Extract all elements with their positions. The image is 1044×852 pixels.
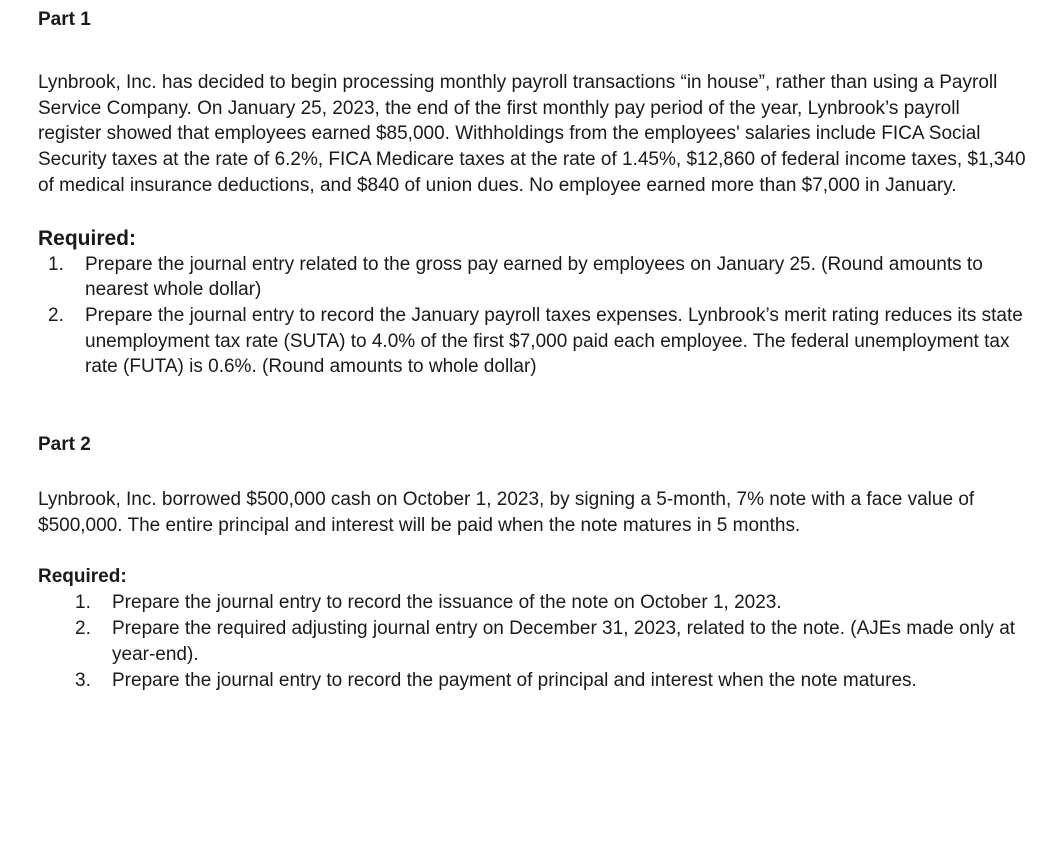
- list-item-number: 2.: [75, 618, 91, 640]
- list-item-number: 1.: [48, 253, 64, 275]
- part2-required-list: [75, 590, 1028, 693]
- part2-paragraph: Lynbrook, Inc. borrowed $500,000 cash on October 1, 2023, by signing a 5-month, 7% note with a face value of $500,000. The entire principal and interest will be paid when the note matures in 5 months.: [38, 489, 975, 536]
- list-item-number: 2.: [48, 304, 64, 326]
- document-page: [38, 8, 1028, 693]
- list-item: [48, 252, 1028, 303]
- list-item: [75, 616, 1028, 667]
- list-item-text: Prepare the required adjusting journal entry on December 31, 2023, related to the note. (AJEs made only at year-end).: [112, 618, 1016, 665]
- part1-paragraph: Lynbrook, Inc. has decided to begin processing monthly payroll transactions “in house”, rather than using a Payroll Service Company. On January 25, 2023, the end of the first monthly pay period of the year, Lynbrook’s payroll register showed that employees earned $85,000. Withholdings from the employees' salaries include FICA Social Security taxes at the rate of 6.2%, FICA Medicare taxes at the rate of 1.45%, $12,860 of federal income taxes, $1,340 of medical insurance deductions, and $840 of union dues. No employee earned more than $7,000 in January.: [38, 72, 1026, 196]
- part2-required-label: Required:: [38, 566, 127, 588]
- list-item-number: 3.: [75, 669, 91, 691]
- list-item: [75, 590, 1028, 616]
- list-item-text: Prepare the journal entry to record the issuance of the note on October 1, 2023.: [112, 592, 782, 614]
- part2-title: Part 2: [38, 434, 91, 456]
- list-item-text: Prepare the journal entry to record the payment of principal and interest when the note matures.: [112, 669, 917, 691]
- list-item-number: 1.: [75, 592, 91, 614]
- list-item-text: Prepare the journal entry related to the gross pay earned by employees on January 25. (Round amounts to nearest whole dollar): [85, 253, 983, 301]
- part1-required-list: [48, 252, 1028, 381]
- list-item: [48, 303, 1028, 380]
- list-item-text: Prepare the journal entry to record the January payroll taxes expenses. Lynbrook’s merit rating reduces its state unemployment tax rate (SUTA) to 4.0% of the first $7,000 paid each employee. The federal unemployment tax rate (FUTA) is 0.6%. (Round amounts to whole dollar): [85, 304, 1023, 378]
- part1-title: Part 1: [38, 9, 91, 30]
- list-item: [75, 668, 1028, 694]
- part1-required-label: Required:: [38, 226, 137, 250]
